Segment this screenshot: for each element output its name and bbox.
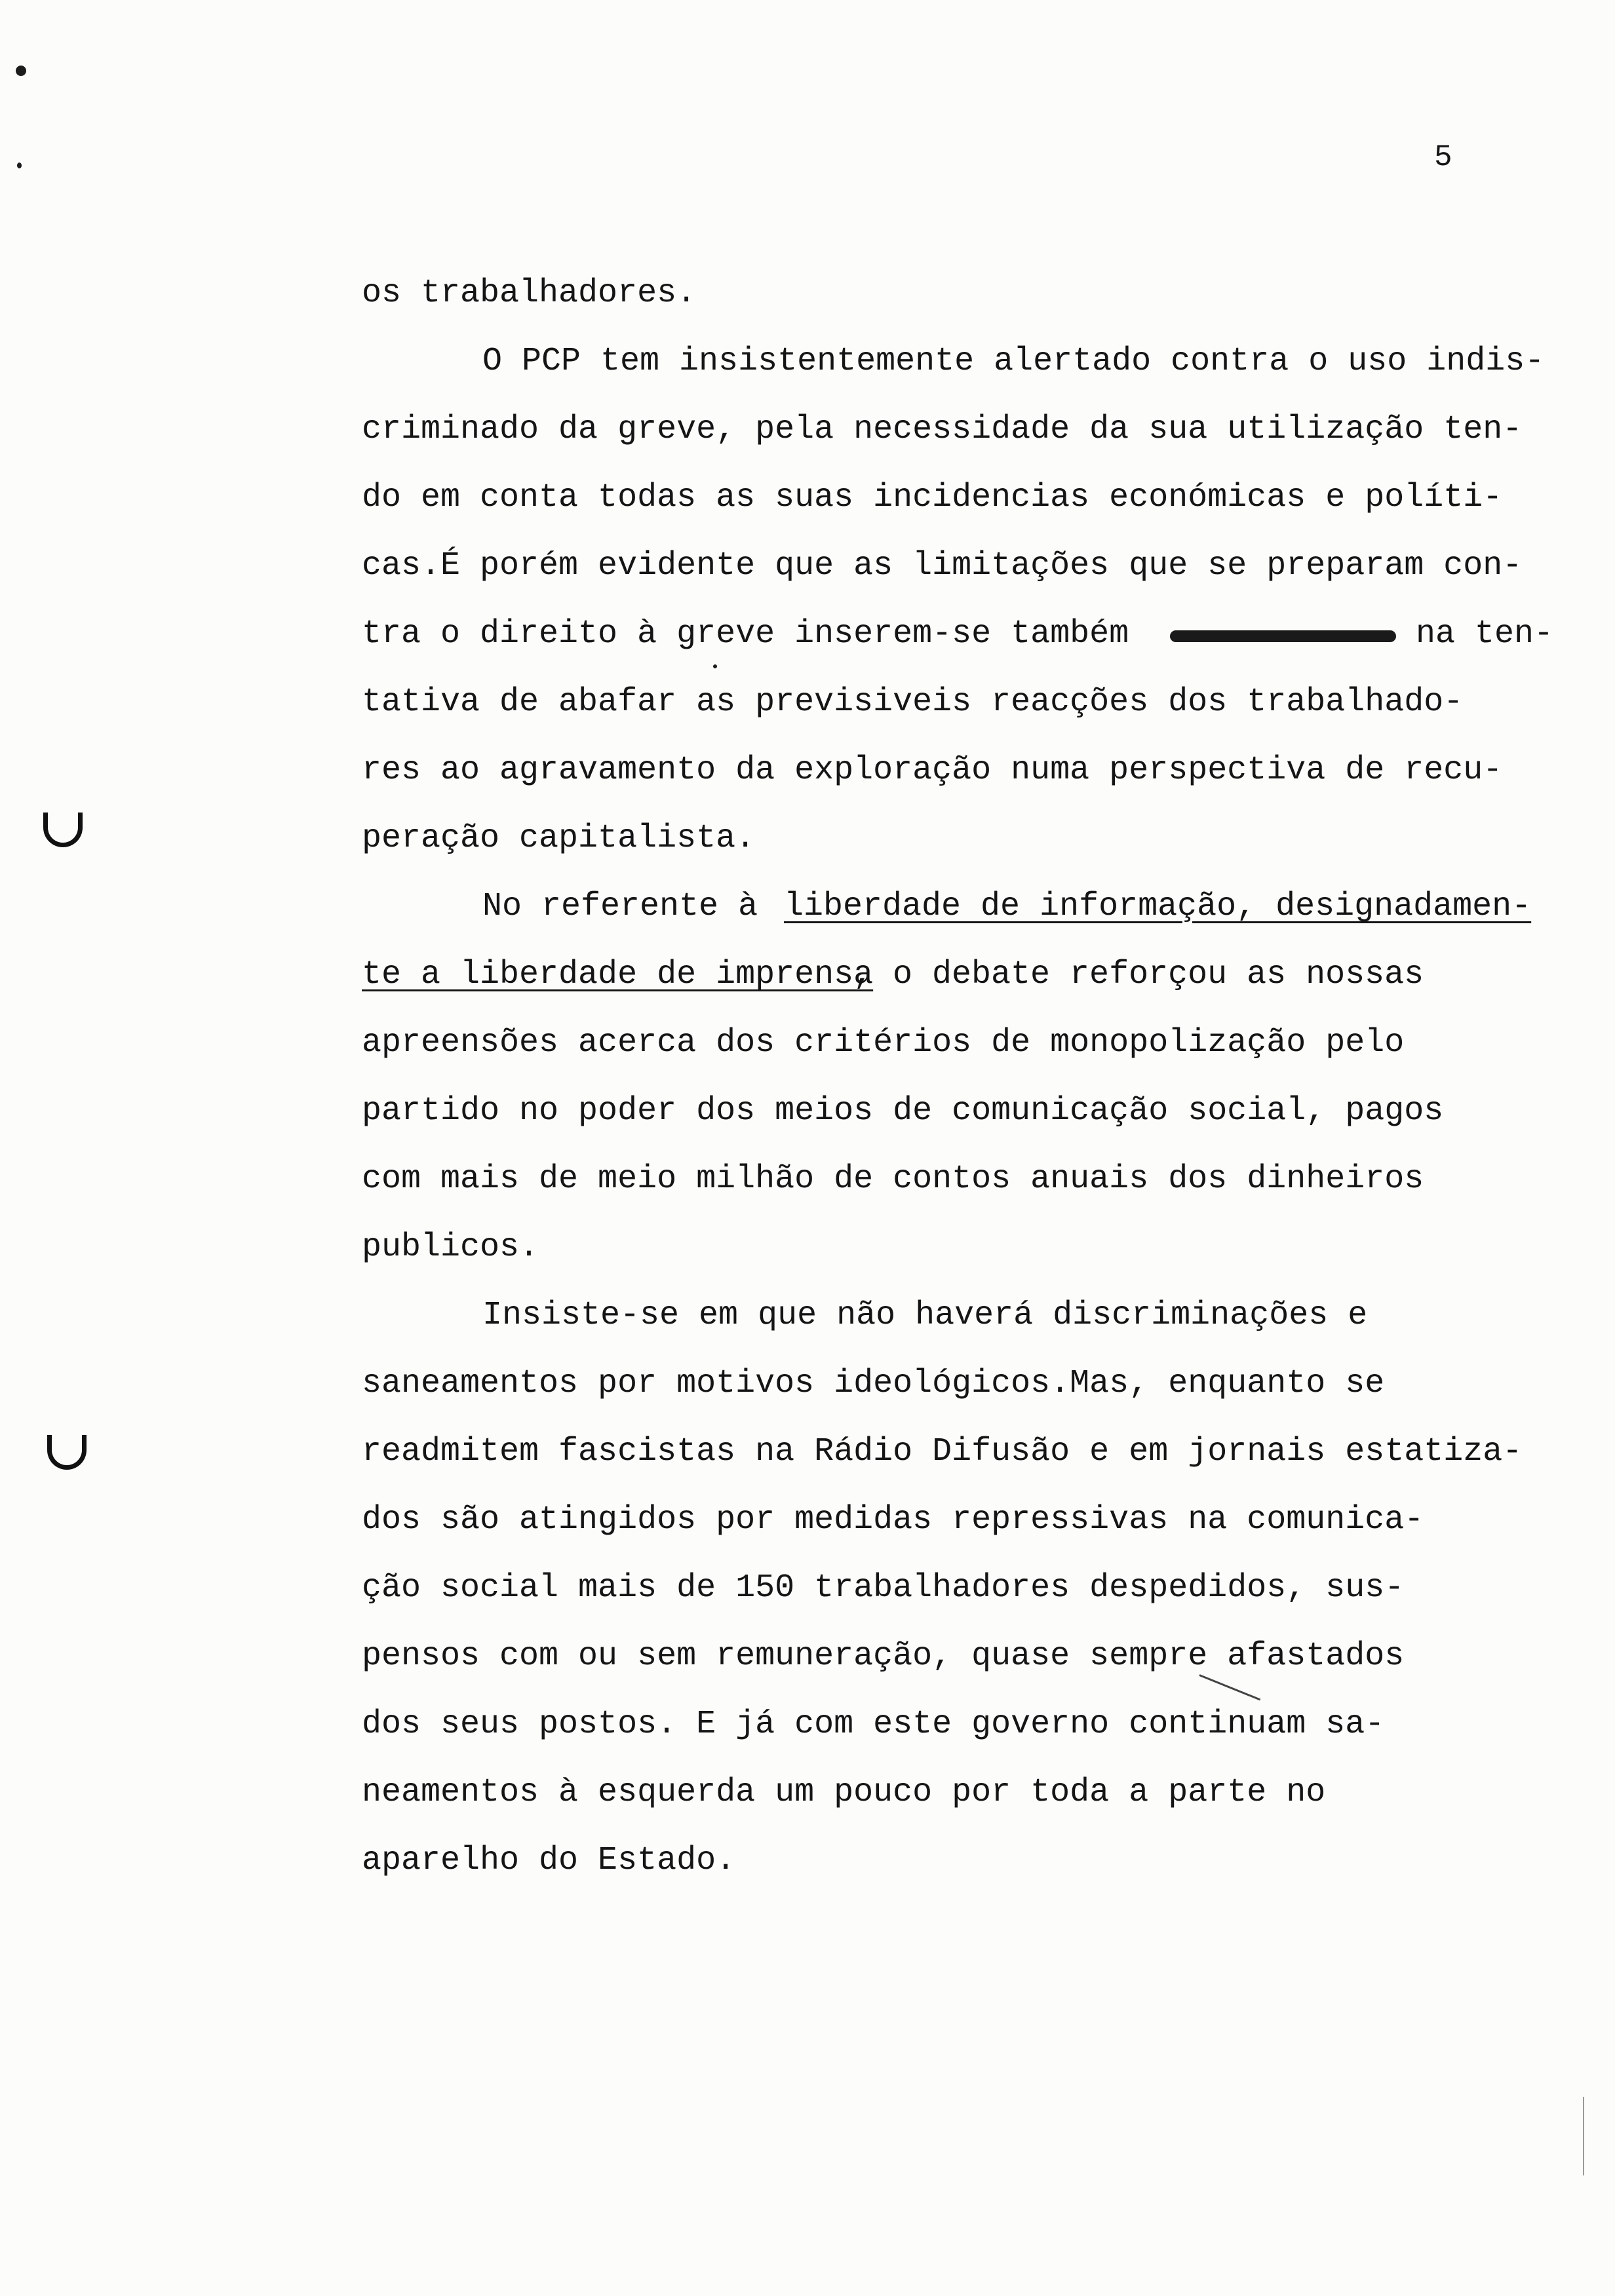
text-line [0,1759,1615,1827]
underlined-phrase: te a liberdade de imprensa [362,956,874,993]
text-line-content: criminado da greve, pela necessidade da sua utilização ten- [362,411,1523,448]
margin-mark [1583,2097,1584,2175]
text-line [0,259,1615,328]
text-line [0,464,1615,532]
text-line-content: aparelho do Estado. [362,1842,736,1879]
speck-mark [17,163,22,168]
text-line [0,328,1615,396]
text-line-content: O PCP tem insistentemente alertado contra o uso indis- [482,343,1545,380]
text-line-content: dos são atingidos por medidas repressivas na comunica- [362,1501,1424,1539]
text-line-content: cas.É porém evidente que as limitações que se preparam con- [362,547,1523,584]
text-line-content: readmitem fascistas na Rádio Difusão e em jornais estatiza- [362,1433,1523,1470]
text-line [0,941,1615,1009]
text-line-content: os trabalhadores. [362,275,697,312]
text-line-content: com mais de meio milhão de contos anuais dos dinheiros [362,1160,1424,1198]
text-line [0,1554,1615,1622]
text-line [0,1827,1615,1895]
text-line-content: neamentos à esquerda um pouco por toda a parte no [362,1774,1326,1811]
text-line [0,1214,1615,1282]
redaction-mark [1170,630,1396,642]
underlined-phrase: liberdade de informação, designadamen- [784,888,1532,925]
text-line [0,1691,1615,1759]
text-line-content: ção social mais de 150 trabalhadores despedidos, sus- [362,1569,1405,1607]
text-line-content: , o debate reforçou as nossas [853,956,1424,993]
text-line-content: publicos. [362,1229,539,1266]
text-line-content: saneamentos por motivos ideológicos.Mas, enquanto se [362,1365,1385,1402]
text-line-content: apreensões acerca dos critérios de monopolização pelo [362,1024,1405,1062]
text-line [0,532,1615,600]
text-line-content: tativa de abafar as previsiveis reacções dos trabalhado- [362,683,1464,721]
text-line [0,1486,1615,1554]
text-line-content: Insiste-se em que não haverá discriminações e [482,1297,1368,1334]
text-line-content: res ao agravamento da exploração numa perspectiva de recu- [362,752,1503,789]
text-line [0,1350,1615,1418]
text-line [0,873,1615,941]
text-line [0,1145,1615,1214]
speck-mark [16,66,26,76]
text-line [0,1622,1615,1691]
text-line-content: do em conta todas as suas incidencias económicas e políti- [362,479,1503,516]
text-line-content: dos seus postos. E já com este governo continuam sa- [362,1706,1385,1743]
text-line [0,600,1615,668]
text-line [0,805,1615,873]
text-line [0,737,1615,805]
text-line [0,668,1615,737]
text-line [0,1418,1615,1486]
text-line [0,1282,1615,1350]
text-line-content: partido no poder dos meios de comunicação social, pagos [362,1092,1444,1130]
text-line-content: na ten- [1416,615,1554,653]
text-line-content: No referente à [482,888,758,925]
text-line-content: pensos com ou sem remuneração, quase sempre afastados [362,1637,1405,1675]
text-line [0,396,1615,464]
text-line [0,1009,1615,1077]
text-line-content: tra o direito à greve inserem-se também [362,615,1129,653]
text-line [0,1077,1615,1145]
text-line-content: peração capitalista. [362,820,756,857]
page-number: 5 [1434,140,1452,174]
